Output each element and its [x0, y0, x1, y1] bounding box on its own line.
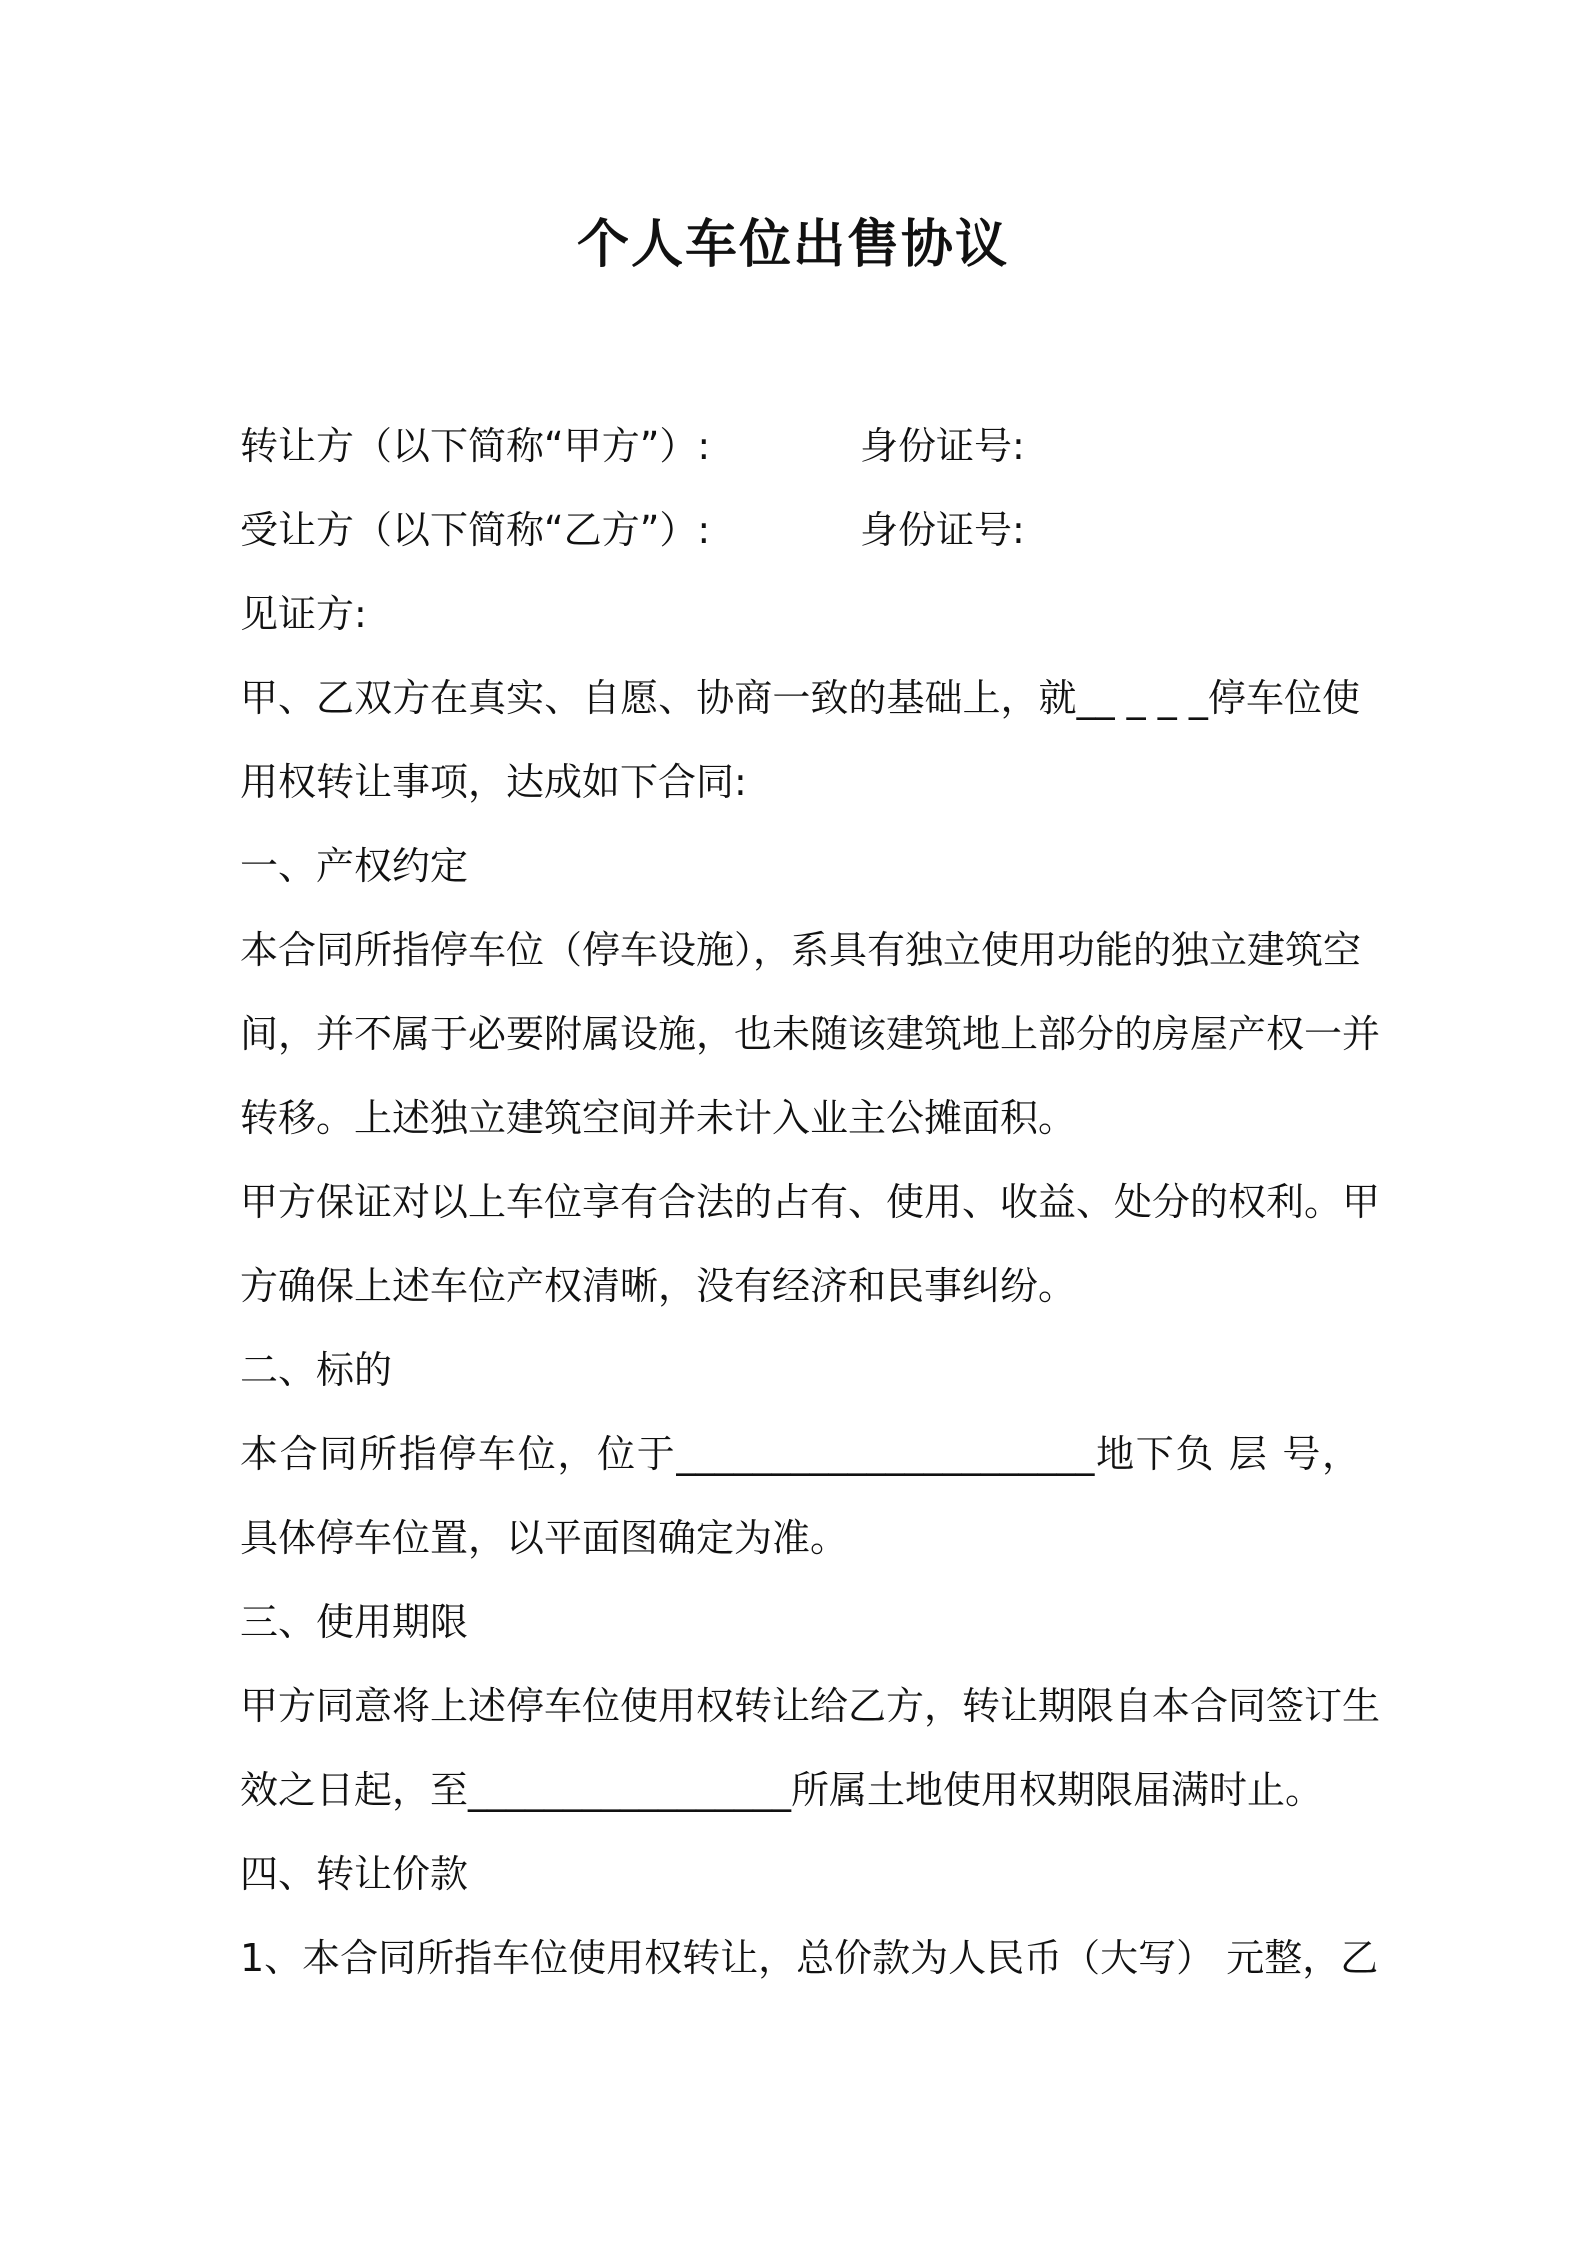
section-heading: 三、使用期限	[240, 1600, 469, 1644]
section-heading: 四、转让价款	[240, 1852, 469, 1896]
paragraph-line: 本合同所指停车位，位于______________________地下负 层 号，	[240, 1432, 1360, 1476]
intro-line: 甲、乙双方在真实、自愿、协商一致的基础上，就__ _ _ _停车位使	[240, 676, 1360, 720]
paragraph-line: 效之日起，至_________________所属土地使用权期限届满时止。	[240, 1768, 1324, 1812]
intro-line: 用权转让事项，达成如下合同:	[240, 760, 747, 804]
paragraph-line: 方确保上述车位产权清晰，没有经济和民事纠纷。	[240, 1264, 1077, 1308]
paragraph-line: 1、本合同所指车位使用权转让，总价款为人民币（大写） 元整，乙	[240, 1936, 1379, 1980]
transferor-label: 转让方（以下简称“甲方”）:	[240, 424, 711, 468]
transferee-id-label: 身份证号:	[860, 508, 1025, 552]
witness-label: 见证方:	[240, 592, 367, 636]
paragraph-line: 本合同所指停车位（停车设施），系具有独立使用功能的独立建筑空	[240, 928, 1362, 972]
paragraph-line: 具体停车位置，以平面图确定为准。	[240, 1516, 849, 1560]
paragraph-line: 间，并不属于必要附属设施，也未随该建筑地上部分的房屋产权一并	[240, 1012, 1381, 1056]
document-title: 个人车位出售协议	[576, 215, 1009, 275]
paragraph-line: 甲方同意将上述停车位使用权转让给乙方，转让期限自本合同签订生	[240, 1684, 1381, 1728]
transferor-id-label: 身份证号:	[860, 424, 1025, 468]
transferee-label: 受让方（以下简称“乙方”）:	[240, 508, 711, 552]
section-heading: 一、产权约定	[240, 844, 469, 888]
transferee-row	[240, 488, 1360, 572]
paragraph-line: 转移。上述独立建筑空间并未计入业主公摊面积。	[240, 1096, 1077, 1140]
transferor-row	[240, 404, 1360, 488]
paragraph-line: 甲方保证对以上车位享有合法的占有、使用、收益、处分的权利。甲	[240, 1180, 1381, 1224]
section-heading: 二、标的	[240, 1348, 393, 1392]
document-body	[240, 404, 1381, 2000]
